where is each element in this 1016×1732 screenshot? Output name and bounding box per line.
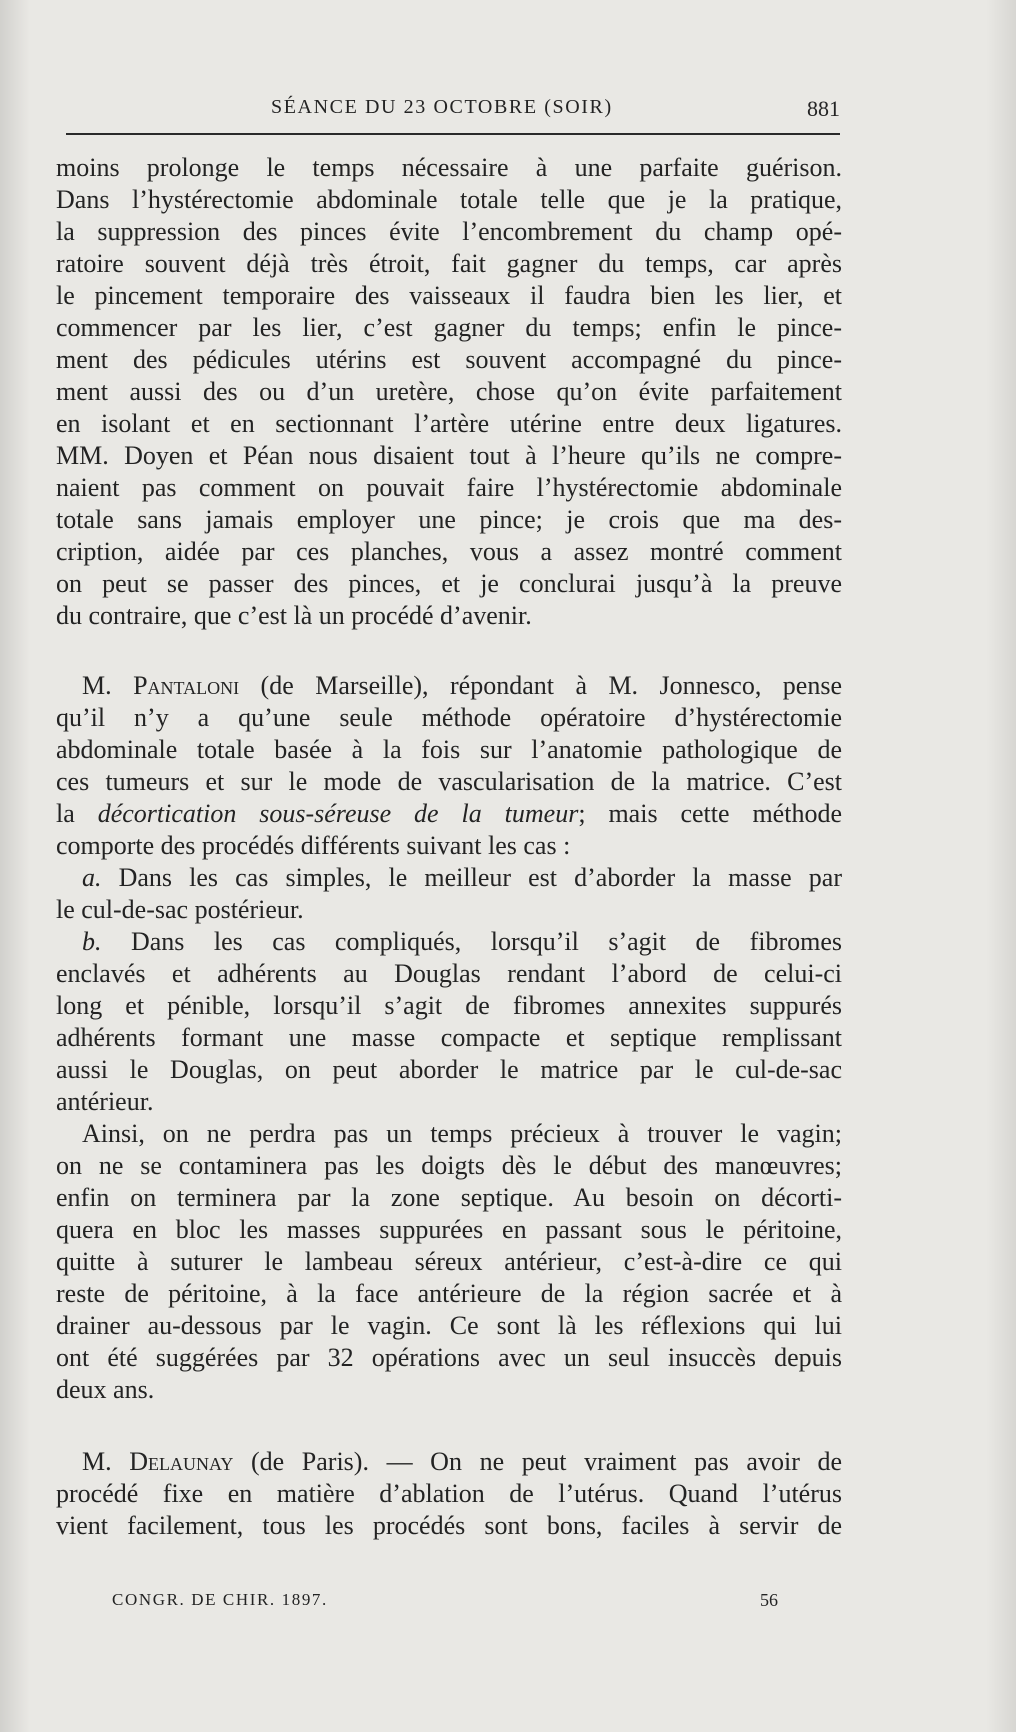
text-line (56, 926, 842, 958)
list-item-a (56, 862, 842, 926)
item-letter: b. (82, 927, 102, 956)
text-line: on peut se passer des pinces, et je conclurai jusqu’à la preuve (56, 569, 842, 598)
text-line (56, 670, 842, 702)
paragraph-delaunay (56, 1446, 842, 1542)
page-footer (112, 1590, 778, 1620)
body-text (56, 152, 842, 1542)
speaker-prefix: M. (82, 1447, 130, 1476)
speaker-name: Delaunay (129, 1447, 234, 1476)
text-line: naient pas comment on pouvait faire l’hystérectomie abdominale (56, 473, 842, 502)
text-span: Dans les cas simples, le meilleur est d’aborder la masse par (101, 863, 842, 892)
text-line: MM. Doyen et Péan nous disaient tout à l’heure qu’ils ne compre- (56, 441, 842, 470)
text-line (56, 1446, 842, 1478)
text-line: totale sans jamais employer une pince; je crois que ma des- (56, 505, 842, 534)
printer-signature: CONGR. DE CHIR. 1897. (112, 1590, 328, 1609)
paragraph-continuation (56, 152, 842, 632)
text-line: comporte des procédés différents suivant les cas : (56, 831, 571, 860)
text-line: ment aussi des ou d’un uretère, chose qu’on évite parfaitement (56, 377, 842, 406)
text-line: cription, aidée par ces planches, vous a assez montré comment (56, 537, 842, 566)
page-number: 881 (807, 96, 840, 121)
list-item-b (56, 926, 842, 1118)
header-rule (66, 133, 840, 135)
item-letter: a. (82, 863, 102, 892)
text-line: du contraire, que c’est là un procédé d’avenir. (56, 601, 532, 630)
text-line: drainer au-dessous par le vagin. Ce sont là les réflexions qui lui (56, 1311, 842, 1340)
text-line: antérieur. (56, 1087, 154, 1116)
text-line: ont été suggérées par 32 opérations avec un seul insuccès depuis (56, 1343, 842, 1372)
text-line: enclavés et adhérents au Douglas rendant l’abord de celui-ci (56, 959, 842, 988)
text-line: qu’il n’y a qu’une seule méthode opératoire d’hystérectomie (56, 703, 842, 732)
text-line: le pincement temporaire des vaisseaux il faudra bien les lier, et (56, 281, 842, 310)
text-line: reste de péritoine, à la face antérieure de la région sacrée et à (56, 1279, 842, 1308)
text-line: deux ans. (56, 1375, 155, 1404)
page-header (66, 96, 840, 136)
text-line: Dans l’hystérectomie abdominale totale telle que je la pratique, (56, 185, 842, 214)
text-line: on ne se contaminera pas les doigts dès le début des manœuvres; (56, 1151, 842, 1180)
text-line: Ainsi, on ne perdra pas un temps précieux à trouver le vagin; (82, 1119, 842, 1148)
text-line: abdominale totale basée à la fois sur l’anatomie pathologique de (56, 735, 842, 764)
speaker-name: Pantaloni (133, 671, 240, 700)
text-line: en isolant et en sectionnant l’artère utérine entre deux ligatures. (56, 409, 842, 438)
text-line: long et pénible, lorsqu’il s’agit de fibromes annexites suppurés (56, 991, 842, 1020)
text-line: procédé fixe en matière d’ablation de l’utérus. Quand l’utérus (56, 1479, 842, 1508)
text-line: ratoire souvent déjà très étroit, fait gagner du temps, car après (56, 249, 842, 278)
text-line (56, 862, 842, 894)
text-line (56, 798, 842, 830)
text-line: moins prolonge le temps nécessaire à une parfaite guérison. (56, 153, 842, 182)
text-span: la (56, 799, 98, 828)
text-line: quitte à suturer le lambeau séreux antérieur, c’est-à-dire ce qui (56, 1247, 842, 1276)
text-span: (de Paris). — On ne peut vraiment pas avoir de (233, 1447, 843, 1476)
text-line: aussi le Douglas, on peut aborder le matrice par le cul-de-sac (56, 1055, 842, 1084)
sheet-number: 56 (760, 1590, 778, 1610)
text-span: (de Marseille), répondant à M. Jonnesco, pense (239, 671, 842, 700)
text-line: la suppression des pinces évite l’encombrement du champ opé- (56, 217, 842, 246)
text-line: vient facilement, tous les procédés sont bons, faciles à servir de (56, 1511, 842, 1540)
page-edge-shadow (986, 0, 1016, 1732)
text-line: ces tumeurs et sur le mode de vascularisation de la matrice. C’est (56, 767, 842, 796)
text-line: enfin on terminera par la zone septique. Au besoin on décorti- (56, 1183, 842, 1212)
text-line: ment des pédicules utérins est souvent accompagné du pince- (56, 345, 842, 374)
text-line: quera en bloc les masses suppurées en passant sous le péritoine, (56, 1215, 842, 1244)
text-span: ; mais cette méthode (578, 799, 842, 828)
italic-term: décortication sous-séreuse de la tumeur (97, 799, 579, 828)
page-gutter-shadow (0, 0, 30, 1732)
running-title: SÉANCE DU 23 OCTOBRE (SOIR) (271, 96, 613, 118)
speaker-prefix: M. (82, 671, 134, 700)
text-span: Dans les cas compliqués, lorsqu’il s’agit de fibromes (101, 927, 842, 956)
text-line: le cul-de-sac postérieur. (56, 895, 304, 924)
text-line: adhérents formant une masse compacte et septique remplissant (56, 1023, 842, 1052)
paragraph-pantaloni (56, 670, 842, 862)
paragraph-ainsi (56, 1118, 842, 1406)
text-line: commencer par les lier, c’est gagner du temps; enfin le pince- (56, 313, 842, 342)
